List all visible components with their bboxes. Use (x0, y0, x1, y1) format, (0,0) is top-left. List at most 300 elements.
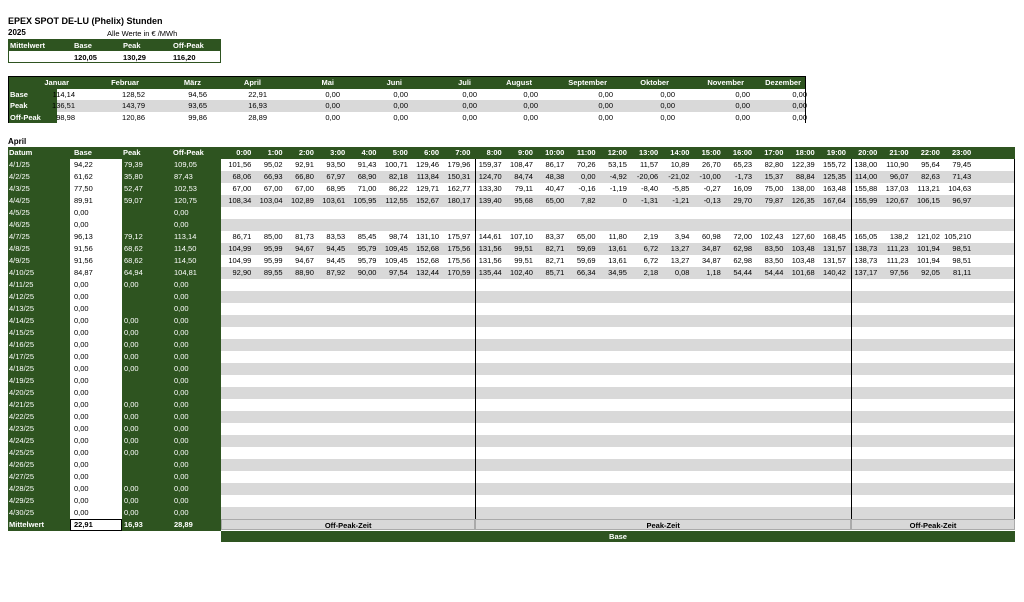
row-date: 4/19/25 (9, 376, 35, 385)
hour-header-11: 11:00 (576, 148, 596, 157)
hour-header-6: 6:00 (424, 148, 440, 157)
row-base: 77,50 (74, 184, 93, 193)
row-base: 89,91 (74, 196, 93, 205)
months-row-off-peak (9, 112, 805, 124)
hour-value: 71,43 (952, 172, 972, 181)
hour-header-1: 1:00 (267, 148, 283, 157)
month-value: 0,00 (660, 89, 675, 99)
month-value: 0,00 (792, 89, 807, 99)
row-offpeak: 0,00 (174, 376, 189, 385)
hour-value: 175,97 (447, 232, 471, 241)
hour-value: 67,00 (295, 184, 314, 193)
hour-value: 102,40 (510, 268, 533, 277)
hour-row-stripe (221, 507, 1015, 519)
row-peak: 0,00 (124, 352, 139, 361)
hour-value: 65,00 (545, 196, 565, 205)
hour-value: 81,11 (952, 268, 972, 277)
footer-label: Mittelwert (9, 520, 45, 529)
row-base: 96,13 (74, 232, 93, 241)
row-peak: 52,47 (124, 184, 143, 193)
hour-row-stripe (221, 351, 1015, 363)
hour-value: 111,23 (886, 256, 909, 265)
hour-value: 112,55 (385, 196, 408, 205)
row-date: 4/2/25 (9, 172, 30, 181)
row-base: 0,00 (74, 304, 89, 313)
hour-value: 66,93 (263, 172, 283, 181)
row-base: 0,00 (74, 376, 89, 385)
hour-value: 89,55 (263, 268, 283, 277)
row-base: 0,00 (74, 364, 89, 373)
month-value: 0,00 (598, 101, 613, 110)
row-date: 4/11/25 (9, 280, 34, 289)
month-value: 128,52 (122, 89, 145, 99)
band-offpeak-left: Off-Peak-Zeit (221, 519, 475, 530)
hour-row-stripe (221, 483, 1015, 495)
hour-value: -0,27 (703, 184, 721, 193)
row-offpeak: 87,43 (174, 172, 193, 181)
mittelwert-values-row (8, 52, 221, 63)
hour-header-21: 21:00 (889, 148, 909, 157)
hour-value: 152,68 (416, 256, 440, 265)
hour-value: 95,64 (921, 160, 940, 169)
hour-value: 139,40 (478, 196, 502, 205)
hour-value: -8,40 (641, 184, 659, 193)
hour-value: 71,00 (357, 184, 377, 193)
hour-value: 180,17 (447, 196, 471, 205)
hour-value: 125,35 (823, 172, 846, 181)
row-date: 4/3/25 (9, 184, 30, 193)
hour-value: 60,98 (702, 232, 721, 241)
row-base: 0,00 (74, 352, 89, 361)
hour-value: 111,23 (886, 244, 909, 253)
hour-value: 131,56 (478, 244, 502, 253)
row-date: 4/13/25 (9, 304, 35, 313)
month-header-4: Mai (321, 78, 334, 87)
row-offpeak: 113,14 (174, 232, 197, 241)
hour-value: 138,00 (854, 160, 878, 169)
hour-value: 79,87 (764, 196, 784, 205)
hour-value: 2,19 (643, 232, 659, 241)
hour-header-13: 13:00 (639, 148, 659, 157)
hour-value: 121,02 (916, 232, 940, 241)
hour-value: 6,72 (643, 256, 659, 265)
hour-value: -20,06 (636, 172, 659, 181)
hour-value: 68,06 (232, 172, 252, 181)
hour-row-stripe (221, 279, 1015, 291)
hour-value: 163,48 (823, 184, 846, 193)
hour-value: 86,22 (389, 184, 408, 193)
hour-value: 104,99 (228, 244, 252, 253)
months-row-label: Base (10, 89, 28, 99)
hour-value: 85,45 (357, 232, 377, 241)
hour-value: 15,37 (764, 172, 784, 181)
hour-header-20: 20:00 (858, 148, 878, 157)
row-date: 4/24/25 (9, 436, 35, 445)
month-value: 0,00 (598, 89, 613, 99)
hour-value: 72,00 (733, 232, 753, 241)
hour-value: 11,57 (639, 160, 659, 169)
hour-value: 144,61 (478, 232, 502, 241)
row-offpeak: 109,05 (174, 160, 197, 169)
hour-value: 170,59 (447, 268, 471, 277)
hour-value: -0,13 (703, 196, 721, 205)
hour-row-stripe (221, 387, 1015, 399)
band-offpeak-right: Off-Peak-Zeit (851, 519, 1015, 530)
hour-value: 109,45 (384, 256, 408, 265)
hour-value: 97,54 (389, 268, 408, 277)
month-value: 0,00 (523, 101, 538, 110)
hour-value: 103,48 (791, 256, 815, 265)
hour-value: 75,00 (764, 184, 784, 193)
row-offpeak: 0,00 (174, 208, 189, 217)
hour-value: 96,97 (952, 196, 972, 205)
hour-value: -1,19 (609, 184, 627, 193)
hour-value: 99,51 (514, 244, 533, 253)
hour-value: 79,11 (514, 184, 533, 193)
hour-value: 95,79 (357, 256, 377, 265)
hour-value: 83,50 (764, 244, 784, 253)
stats-header-base: Base (74, 41, 92, 50)
hour-value: -10,00 (699, 172, 721, 181)
hour-value: 124,70 (478, 172, 502, 181)
stats-value-base: 120,05 (74, 53, 97, 62)
hour-value: 113,21 (917, 184, 940, 193)
row-date: 4/6/25 (9, 220, 30, 229)
row-offpeak: 0,00 (174, 388, 189, 397)
hour-value: 16,09 (733, 184, 753, 193)
hour-value: 82,63 (921, 172, 940, 181)
stats-header-offpeak: Off-Peak (173, 41, 204, 50)
stats-header-peak: Peak (123, 41, 141, 50)
hour-value: 95,99 (263, 256, 283, 265)
row-offpeak: 0,00 (174, 364, 189, 373)
row-date: 4/27/25 (9, 472, 35, 481)
row-date: 4/17/25 (9, 352, 35, 361)
hour-header-18: 18:00 (795, 148, 815, 157)
hour-value: 70,26 (576, 160, 596, 169)
row-peak: 0,00 (124, 280, 139, 289)
month-value: 99,86 (188, 112, 207, 122)
row-offpeak: 102,53 (174, 184, 197, 193)
month-value: 0,00 (735, 112, 750, 122)
hour-value: 114,00 (854, 172, 878, 181)
row-peak: 59,07 (124, 196, 143, 205)
hour-value: 2,18 (643, 268, 659, 277)
hour-value: 138,73 (854, 256, 878, 265)
hour-value: 110,90 (886, 160, 909, 169)
hour-value: 131,57 (823, 244, 846, 253)
hour-value: 79,45 (952, 160, 972, 169)
hour-value: 92,90 (232, 268, 252, 277)
row-peak: 0,00 (124, 424, 139, 433)
row-date: 4/22/25 (9, 412, 35, 421)
hour-value: 126,35 (791, 196, 815, 205)
hour-value: 0 (622, 196, 627, 205)
hour-value: 83,53 (326, 232, 346, 241)
hour-row-stripe (221, 447, 1015, 459)
hour-value: 175,56 (447, 244, 471, 253)
hour-header-23: 23:00 (952, 148, 972, 157)
table-right-border (1014, 159, 1015, 519)
hour-value: 54,44 (764, 268, 784, 277)
hour-value: -1,31 (641, 196, 659, 205)
row-base: 0,00 (74, 484, 89, 493)
hour-value: 137,03 (885, 184, 909, 193)
row-peak: 0,00 (124, 364, 139, 373)
row-base: 0,00 (74, 424, 89, 433)
month-value: 94,56 (188, 89, 207, 99)
hour-value: 90,00 (357, 268, 377, 277)
row-base: 94,22 (74, 160, 93, 169)
row-offpeak: 0,00 (174, 304, 189, 313)
month-header-3: April (243, 78, 261, 87)
month-value: 0,00 (523, 112, 538, 122)
month-value: 0,00 (462, 89, 477, 99)
row-date: 4/28/25 (9, 484, 35, 493)
row-base: 84,87 (74, 268, 93, 277)
stats-value-peak: 130,29 (123, 53, 146, 62)
row-date: 4/15/25 (9, 328, 35, 337)
hour-value: 68,95 (326, 184, 346, 193)
april-table (8, 147, 1015, 541)
hour-value: 48,38 (545, 172, 565, 181)
hour-value: 131,56 (478, 256, 502, 265)
hour-value: -1,21 (672, 196, 690, 205)
hour-value: 82,18 (389, 172, 408, 181)
row-date: 4/8/25 (9, 244, 30, 253)
row-offpeak: 120,75 (174, 196, 197, 205)
hour-value: 167,64 (823, 196, 846, 205)
hour-value: 59,69 (576, 244, 596, 253)
hour-value: 34,87 (702, 244, 721, 253)
row-peak: 68,62 (124, 244, 143, 253)
row-offpeak: 0,00 (174, 280, 189, 289)
hour-value: 152,67 (416, 196, 440, 205)
months-header-row (9, 77, 805, 89)
row-date: 4/18/25 (9, 364, 35, 373)
row-base: 61,62 (74, 172, 93, 181)
hour-value: 101,94 (916, 256, 940, 265)
row-offpeak: 104,81 (174, 268, 197, 277)
hour-value: 100,71 (384, 160, 408, 169)
hour-value: -5,85 (672, 184, 690, 193)
month-value: 0,00 (792, 112, 807, 122)
hour-value: 7,82 (580, 196, 596, 205)
hour-value: 138,73 (854, 244, 878, 253)
hour-value: 137,17 (854, 268, 878, 277)
hour-value: 152,68 (416, 244, 440, 253)
hour-value: 138,2 (889, 232, 909, 241)
unit-note: Alle Werte in € /MWh (107, 29, 178, 38)
hour-value: 67,00 (263, 184, 283, 193)
month-header-7: August (506, 78, 532, 87)
row-date: 4/9/25 (9, 256, 30, 265)
row-base: 0,00 (74, 460, 89, 469)
mittelwert-header-row (8, 40, 221, 51)
row-date: 4/7/25 (9, 232, 30, 241)
hour-header-2: 2:00 (298, 148, 314, 157)
hour-value: 135,44 (478, 268, 502, 277)
row-base: 0,00 (74, 472, 89, 481)
months-row-label: Peak (10, 101, 28, 110)
page-title: EPEX SPOT DE-LU (Phelix) Stunden (8, 16, 163, 26)
hour-value: 62,98 (733, 244, 753, 253)
hour-header-19: 19:00 (826, 148, 846, 157)
hour-value: 159,37 (478, 160, 502, 169)
hour-value: 95,99 (263, 244, 283, 253)
month-value: 0,00 (598, 112, 613, 122)
row-base: 0,00 (74, 292, 89, 301)
hour-value: 122,39 (791, 160, 815, 169)
hour-value: 131,10 (416, 232, 440, 241)
hour-header-16: 16:00 (732, 148, 753, 157)
month-value: 0,00 (792, 101, 807, 110)
footer-base: 22,91 (74, 520, 93, 529)
april-header-off-peak: Off-Peak (173, 148, 204, 157)
row-base: 91,56 (74, 256, 93, 265)
month-value: 0,00 (523, 89, 538, 99)
row-base: 0,00 (74, 208, 89, 217)
row-peak: 0,00 (124, 316, 139, 325)
row-offpeak: 114,50 (174, 244, 197, 253)
hour-value: 108,47 (510, 160, 533, 169)
hour-header-22: 22:00 (920, 148, 940, 157)
month-value: 22,91 (248, 89, 267, 99)
hour-row-stripe (221, 219, 1015, 231)
hour-row-stripe (221, 327, 1015, 339)
hour-value: 98,74 (389, 232, 408, 241)
hour-header-12: 12:00 (607, 148, 627, 157)
hour-row-stripe (221, 399, 1015, 411)
hour-row-stripe (221, 375, 1015, 387)
hour-value: 120,67 (885, 196, 909, 205)
hour-value: 155,99 (854, 196, 878, 205)
row-offpeak: 0,00 (174, 508, 189, 517)
row-date: 4/5/25 (9, 208, 30, 217)
hour-value: 93,50 (326, 160, 346, 169)
hour-value: 66,34 (576, 268, 596, 277)
month-header-5: Juni (386, 78, 402, 87)
row-offpeak: 0,00 (174, 472, 189, 481)
hour-value: 0,00 (580, 172, 596, 181)
hour-row-stripe (221, 363, 1015, 375)
row-offpeak: 0,00 (174, 340, 189, 349)
month-value: 120,86 (122, 112, 145, 122)
hour-header-7: 7:00 (455, 148, 471, 157)
row-peak: 68,62 (124, 256, 143, 265)
hour-value: 98,51 (952, 256, 972, 265)
hour-value: 138,00 (791, 184, 815, 193)
hour-value: 67,00 (232, 184, 252, 193)
hour-value: 133,30 (478, 184, 502, 193)
hour-value: 62,98 (733, 256, 753, 265)
hour-value: 98,51 (952, 244, 972, 253)
row-peak: 79,39 (124, 160, 143, 169)
hour-value: 97,56 (889, 268, 909, 277)
hour-value: 105,95 (353, 196, 377, 205)
hour-value: 6,72 (643, 244, 659, 253)
monthly-table (8, 76, 806, 123)
hour-value: 13,27 (670, 244, 690, 253)
month-value: 0,00 (735, 101, 750, 110)
hour-value: -21,02 (668, 172, 690, 181)
hour-value: 101,94 (916, 244, 940, 253)
row-peak: 0,00 (124, 400, 139, 409)
hour-value: 82,71 (545, 256, 565, 265)
year-label: 2025 (8, 28, 26, 37)
hour-value: 155,88 (854, 184, 878, 193)
hour-value: 103,04 (259, 196, 283, 205)
row-offpeak: 0,00 (174, 400, 189, 409)
hour-value: 102,89 (290, 196, 314, 205)
hour-row-stripe (221, 291, 1015, 303)
hour-value: 94,45 (326, 244, 346, 253)
zone-separator-0 (475, 159, 476, 519)
hour-value: 26,70 (702, 160, 721, 169)
hour-value: 81,73 (295, 232, 314, 241)
hour-value: 68,90 (357, 172, 377, 181)
mittelwert-label: Mittelwert (10, 41, 46, 50)
month-value: 0,00 (325, 101, 340, 110)
row-date: 4/1/25 (9, 160, 30, 169)
hour-value: 85,00 (263, 232, 283, 241)
hour-value: 109,45 (384, 244, 408, 253)
hour-value: 104,63 (948, 184, 972, 193)
row-peak: 0,00 (124, 448, 139, 457)
row-offpeak: 0,00 (174, 460, 189, 469)
hour-value: 101,56 (228, 160, 252, 169)
month-value: 0,00 (325, 89, 340, 99)
hour-value: 94,67 (295, 256, 314, 265)
hour-value: 94,45 (326, 256, 346, 265)
hour-header-17: 17:00 (764, 148, 784, 157)
row-base: 0,00 (74, 340, 89, 349)
mittelwert-box (8, 39, 221, 63)
row-date: 4/14/25 (9, 316, 35, 325)
band-base: Base (221, 531, 1015, 542)
hour-value: 1,18 (706, 268, 721, 277)
hour-header-10: 10:00 (545, 148, 565, 157)
hour-value: 54,44 (733, 268, 753, 277)
hour-value: 83,37 (545, 232, 565, 241)
row-base: 91,56 (74, 244, 93, 253)
month-header-2: März (183, 78, 201, 87)
row-offpeak: 0,00 (174, 448, 189, 457)
hour-value: -1,73 (734, 172, 753, 181)
hour-value: 155,72 (823, 160, 846, 169)
hour-value: 82,80 (764, 160, 784, 169)
row-date: 4/25/25 (9, 448, 35, 457)
hour-row-stripe (221, 435, 1015, 447)
hour-value: 92,91 (295, 160, 314, 169)
april-header-datum: Datum (9, 148, 33, 157)
row-offpeak: 0,00 (174, 436, 189, 445)
hour-value: 140,42 (823, 268, 846, 277)
month-header-9: Oktober (640, 78, 669, 87)
hour-value: 103,48 (791, 244, 815, 253)
hour-row-stripe (221, 459, 1015, 471)
hour-value: 13,27 (670, 256, 690, 265)
row-base: 0,00 (74, 400, 89, 409)
month-value: 143,79 (122, 101, 145, 110)
row-peak: 35,80 (124, 172, 143, 181)
month-value: 93,65 (188, 101, 207, 110)
months-row-peak (9, 100, 805, 112)
row-date: 4/10/25 (9, 268, 35, 277)
hour-value: 82,71 (545, 244, 565, 253)
row-date: 4/21/25 (9, 400, 35, 409)
row-base: 0,00 (74, 328, 89, 337)
